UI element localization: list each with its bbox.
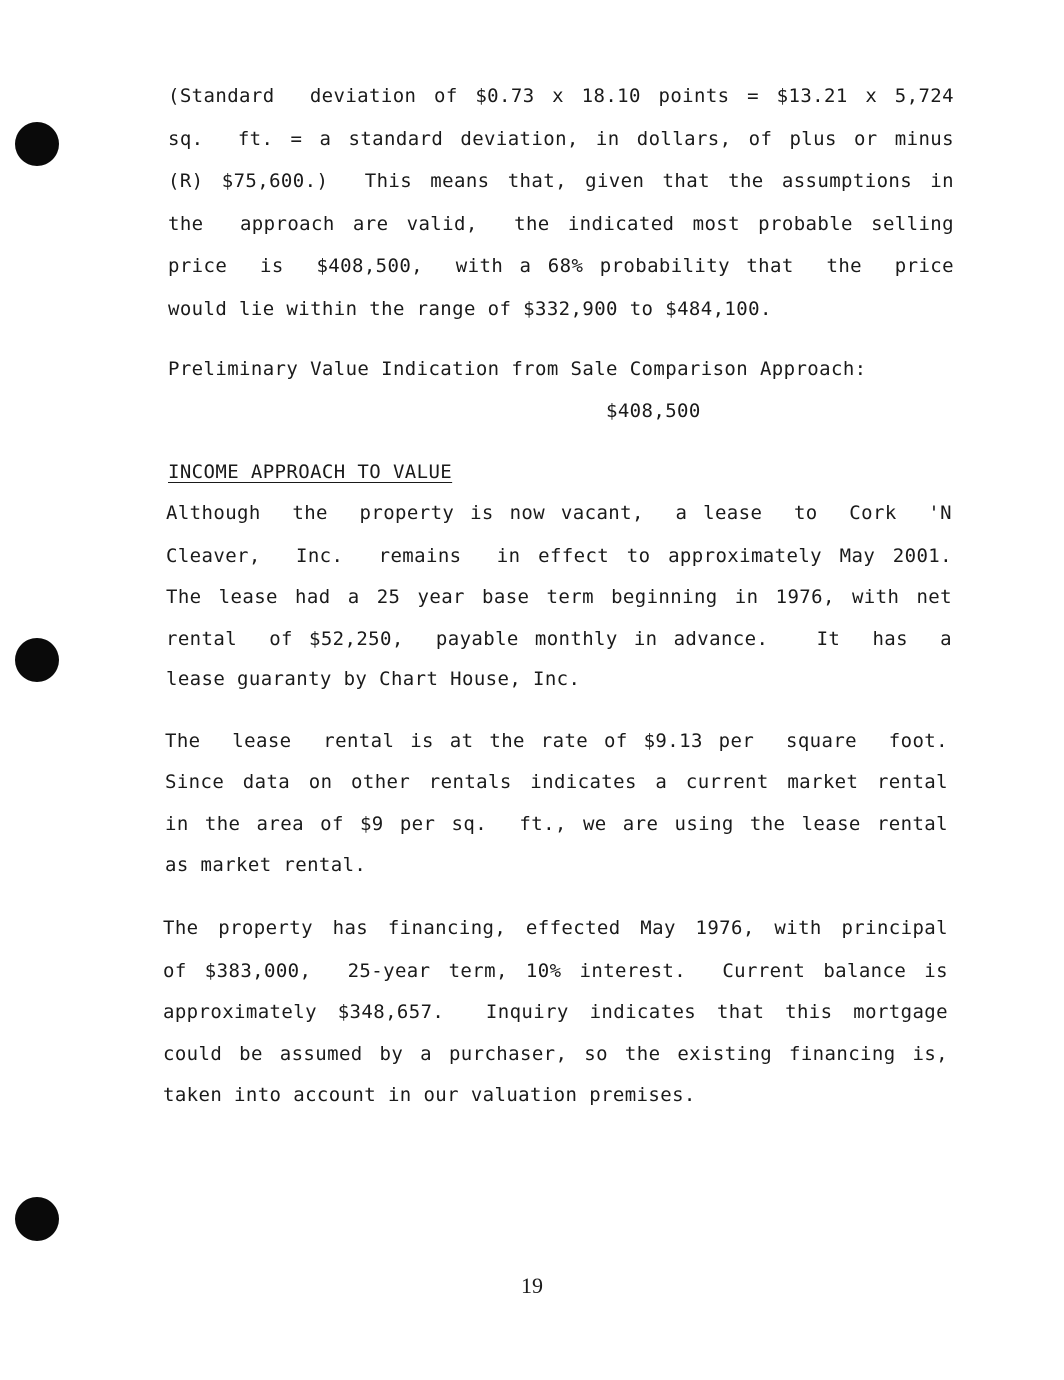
- preliminary-value-amount: $408,500: [606, 400, 701, 422]
- section-heading: INCOME APPROACH TO VALUE: [168, 461, 453, 483]
- paragraph-3-line: as market rental.: [165, 854, 367, 876]
- paragraph-4-line: taken into account in our valuation premises.: [163, 1084, 696, 1106]
- punch-hole-top: [15, 122, 59, 166]
- paragraph-2-line: lease guaranty by Chart House, Inc.: [166, 668, 581, 690]
- paragraph-1-line: the approach are valid, the indicated most probable selling: [168, 213, 954, 235]
- paragraph-4-line: of $383,000, 25-year term, 10% interest. Current balance is: [163, 960, 948, 982]
- paragraph-4-line: The property has financing, effected May 1976, with principal: [163, 917, 948, 939]
- paragraph-1-line: (Standard deviation of $0.73 x 18.10 points = $13.21 x 5,724: [168, 85, 954, 107]
- paragraph-1-line: sq. ft. = a standard deviation, in dollars, of plus or minus: [168, 128, 954, 150]
- punch-hole-bottom: [15, 1197, 59, 1241]
- paragraph-2-line: Cleaver, Inc. remains in effect to approximately May 2001.: [166, 545, 952, 567]
- preliminary-value-label: Preliminary Value Indication from Sale Comparison Approach:: [168, 358, 867, 380]
- punch-hole-middle: [15, 638, 59, 682]
- paragraph-2-line: Although the property is now vacant, a lease to Cork 'N: [166, 502, 952, 524]
- paragraph-3-line: The lease rental is at the rate of $9.13 per square foot.: [165, 730, 948, 752]
- paragraph-4-line: approximately $348,657. Inquiry indicates that this mortgage: [163, 1001, 948, 1023]
- paragraph-2-line: rental of $52,250, payable monthly in advance. It has a: [166, 628, 952, 650]
- paragraph-4-line: could be assumed by a purchaser, so the existing financing is,: [163, 1043, 948, 1065]
- paragraph-1-line: price is $408,500, with a 68% probability that the price: [168, 255, 954, 277]
- paragraph-3-line: in the area of $9 per sq. ft., we are using the lease rental: [165, 813, 948, 835]
- paragraph-1-line: would lie within the range of $332,900 to $484,100.: [168, 298, 772, 320]
- paragraph-1-line: (R) $75,600.) This means that, given that the assumptions in: [168, 170, 954, 192]
- paragraph-3-line: Since data on other rentals indicates a current market rental: [165, 771, 948, 793]
- paragraph-2-line: The lease had a 25 year base term beginning in 1976, with net: [166, 586, 952, 608]
- page-number: 19: [521, 1273, 543, 1298]
